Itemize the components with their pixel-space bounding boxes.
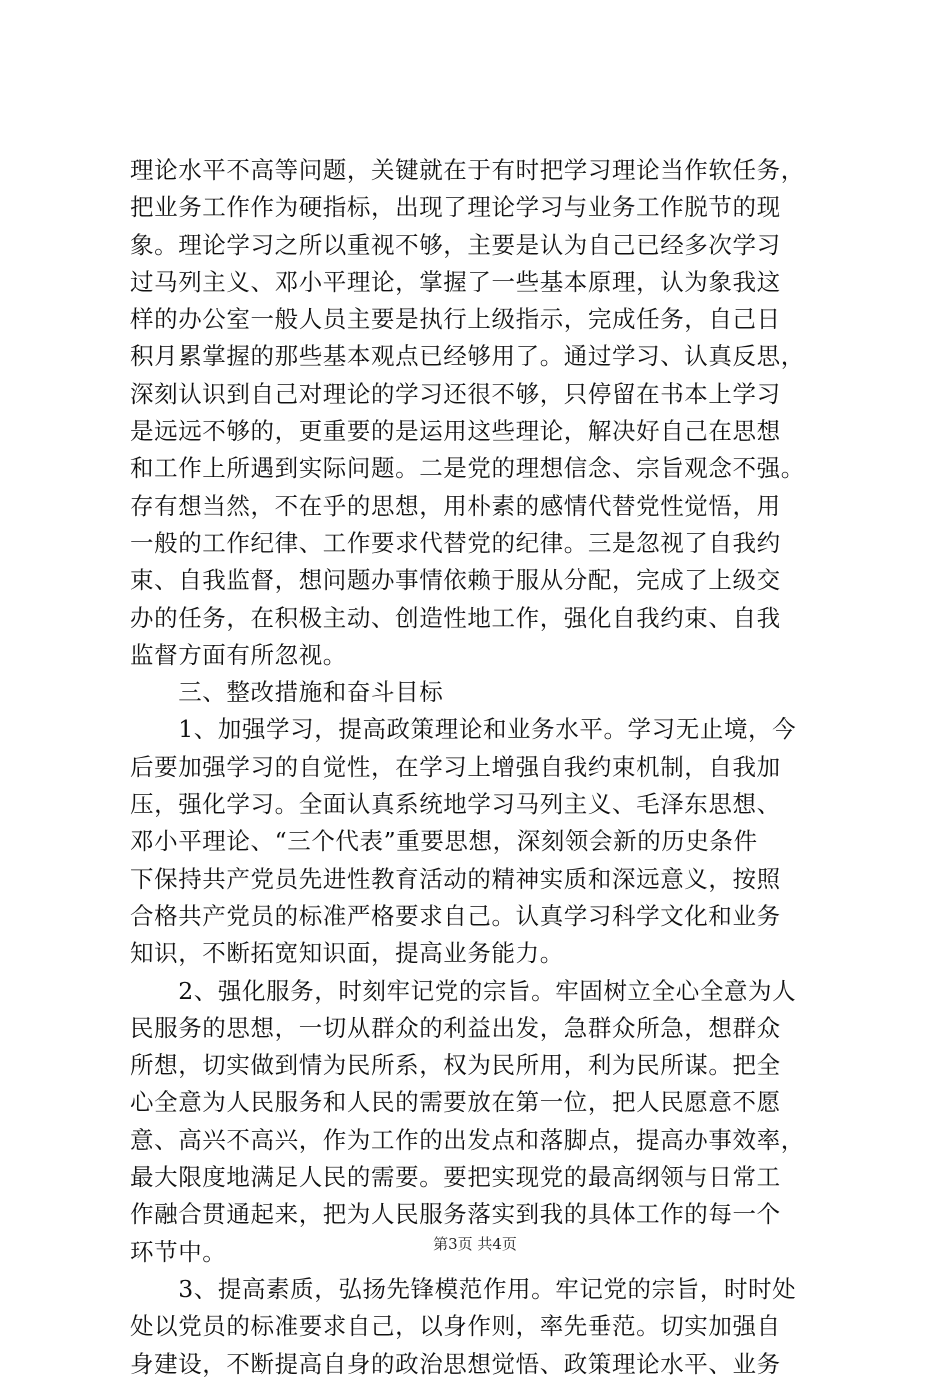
text-line: 所想，切实做到情为民所系，权为民所用，利为民所谋。把全 xyxy=(130,1051,781,1080)
page-number-footer: 第3页 共4页 xyxy=(433,1235,517,1253)
text-line: 2、强化服务，时刻牢记党的宗旨。牢固树立全心全意为人 xyxy=(130,976,797,1005)
text-line: 作融合贯通起来，把为人民服务落实到我的具体工作的每一个 xyxy=(130,1200,781,1229)
text-line: 3、提高素质，弘扬先锋模范作用。牢记党的宗旨，时时处 xyxy=(130,1274,797,1303)
text-line: 民服务的思想，一切从群众的利益出发，急群众所急，想群众 xyxy=(130,1013,781,1042)
text-line: 过马列主义、邓小平理论，掌握了一些基本原理，认为象我这 xyxy=(130,267,781,296)
text-line: 身建设，不断提高自身的政治思想觉悟、政策理论水平、业务 xyxy=(130,1349,781,1378)
text-line: 处以党员的标准要求自己，以身作则，率先垂范。切实加强自 xyxy=(130,1312,781,1341)
text-line: 意、高兴不高兴，作为工作的出发点和落脚点，提高办事效率， xyxy=(130,1125,805,1154)
text-line: 后要加强学习的自觉性，在学习上增强自我约束机制，自我加 xyxy=(130,752,781,781)
body-text xyxy=(130,152,830,1383)
text-line: 积月累掌握的那些基本观点已经够用了。通过学习、认真反思， xyxy=(130,342,805,371)
section-heading: 三、整改措施和奋斗目标 xyxy=(130,678,444,707)
text-line: 束、自我监督，想问题办事情依赖于服从分配，完成了上级交 xyxy=(130,566,781,595)
text-line: 象。理论学习之所以重视不够，主要是认为自己已经多次学习 xyxy=(130,230,781,259)
text-line: 下保持共产党员先进性教育活动的精神实质和深远意义，按照 xyxy=(130,864,781,893)
text-line: 一般的工作纪律、工作要求代替党的纪律。三是忽视了自我约 xyxy=(130,528,781,557)
text-line: 办的任务，在积极主动、创造性地工作，强化自我约束、自我 xyxy=(130,603,781,632)
text-line: 1、加强学习，提高政策理论和业务水平。学习无止境，今 xyxy=(130,715,797,744)
text-line: 样的办公室一般人员主要是执行上级指示，完成任务，自己日 xyxy=(130,305,781,334)
text-line: 邓小平理论、“三个代表”重要思想，深刻领会新的历史条件 xyxy=(130,827,758,856)
text-line: 压，强化学习。全面认真系统地学习马列主义、毛泽东思想、 xyxy=(130,790,781,819)
text-line: 深刻认识到自己对理论的学习还很不够，只停留在书本上学习 xyxy=(130,379,781,408)
text-line: 最大限度地满足人民的需要。要把实现党的最高纲领与日常工 xyxy=(130,1163,781,1192)
text-line: 合格共产党员的标准严格要求自己。认真学习科学文化和业务 xyxy=(130,901,781,930)
text-line: 把业务工作作为硬指标，出现了理论学习与业务工作脱节的现 xyxy=(130,193,781,222)
text-line: 是远远不够的，更重要的是运用这些理论，解决好自己在思想 xyxy=(130,417,781,446)
text-line: 存有想当然，不在乎的思想，用朴素的感情代替党性觉悟，用 xyxy=(130,491,781,520)
text-line: 监督方面有所忽视。 xyxy=(130,640,347,669)
text-line: 和工作上所遇到实际问题。二是党的理想信念、宗旨观念不强。 xyxy=(130,454,805,483)
text-line: 知识，不断拓宽知识面，提高业务能力。 xyxy=(130,939,564,968)
text-line: 理论水平不高等问题，关键就在于有时把学习理论当作软任务， xyxy=(130,156,805,184)
text-line: 环节中。 xyxy=(130,1237,227,1266)
text-line: 心全意为人民服务和人民的需要放在第一位，把人民愿意不愿 xyxy=(130,1088,781,1117)
